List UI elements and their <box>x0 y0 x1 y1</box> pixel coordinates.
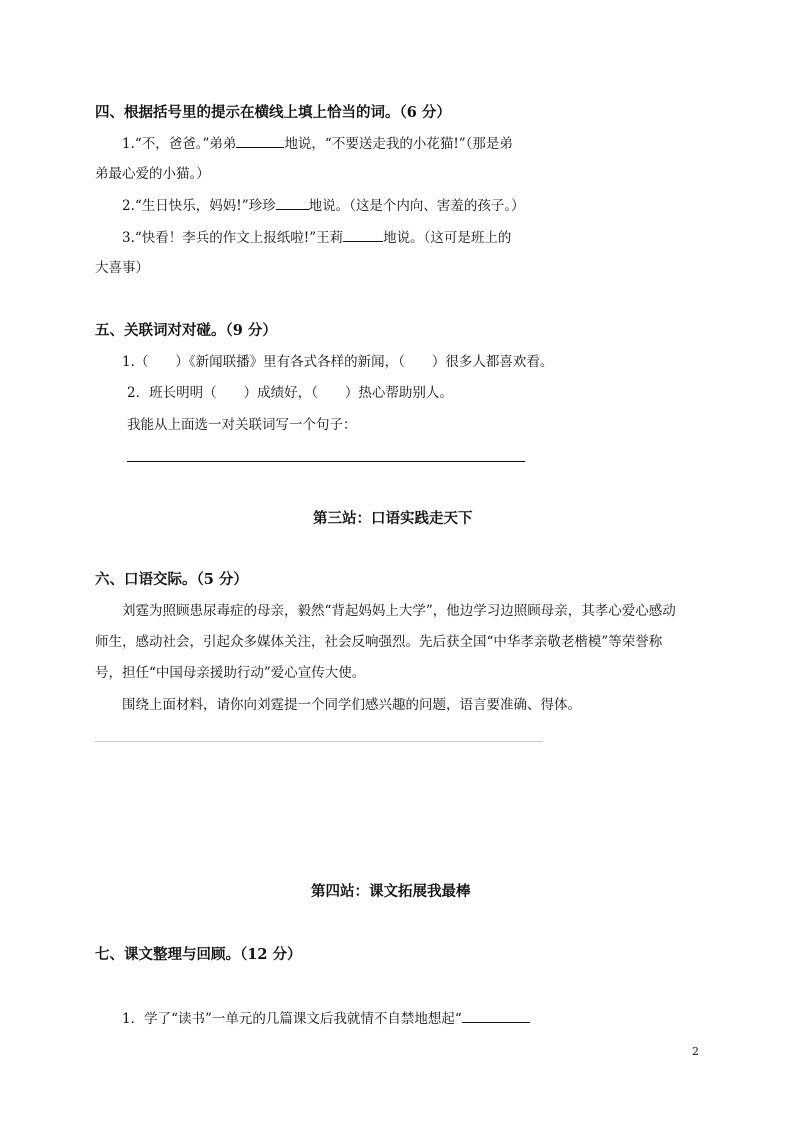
q4-item3-text-a: 3.“快看！李兵的作文上报纸啦!”王莉 <box>122 230 344 246</box>
q4-item1-text-a: 1.“不，爸爸。”弟弟 <box>122 136 237 152</box>
q4-item1-line2: 弟最心爱的小猫。） <box>95 166 210 182</box>
q4-item2-blank[interactable] <box>276 197 309 210</box>
q6-para-line3: 号，担任“中国母亲援助行动”爱心宣传大使。 <box>95 665 366 681</box>
q4-item3-text-b: 地说。（这可是班上的 <box>383 230 512 246</box>
q4-item2 <box>122 197 525 215</box>
q6-heading: 六、口语交际。（5 分） <box>95 571 248 588</box>
station4-title: 第四站：课文拓展我最棒 <box>311 883 471 900</box>
q4-item2-text-b: 地说。（这是个内向、害羞的孩子。） <box>308 198 525 214</box>
q5-item1: 1.（ ）《新闻联播》里有各式各样的新闻，（ ）很多人都喜欢看。 <box>122 354 554 370</box>
q4-item3-blank[interactable] <box>343 229 383 242</box>
q7-item1 <box>122 1010 530 1028</box>
q5-item2: 2．班长明明（ ）成绩好，（ ）热心帮助别人。 <box>127 385 453 401</box>
q5-prompt: 我能从上面选一对关联词写一个句子： <box>127 417 357 433</box>
q4-item3-line2: 大喜事） <box>95 260 149 276</box>
q4-item1-line1 <box>122 135 513 153</box>
station3-title: 第三站：口语实践走天下 <box>313 510 473 527</box>
q5-heading: 五、关联词对对碰。（9 分） <box>95 322 277 339</box>
page-number: 2 <box>692 1045 699 1058</box>
q4-item1-text-b: 地说，“不要送走我的小花猫!”（那是弟 <box>284 136 513 152</box>
q4-item2-text-a: 2.“生日快乐，妈妈!”珍珍 <box>122 198 276 214</box>
q6-para-line1: 刘霆为照顾患尿毒症的母亲，毅然“背起妈妈上大学”，他边学习边照顾母亲，其孝心爱心感动 <box>122 603 676 619</box>
q5-answer-line[interactable] <box>127 461 525 462</box>
q4-item1-blank[interactable] <box>236 135 284 148</box>
q7-heading: 七、课文整理与回顾。（12 分） <box>95 946 302 963</box>
q6-para-line2: 师生，感动社会，引起众多媒体关注，社会反响强烈。先后获全国“中华孝亲敬老楷模”等荣誉称 <box>95 634 663 650</box>
q7-item1-blank[interactable] <box>462 1010 530 1023</box>
q6-answer-line[interactable] <box>95 741 543 742</box>
q4-item3-line1 <box>122 229 511 247</box>
q6-prompt: 围绕上面材料，请你向刘霆提一个同学们感兴趣的问题，语言要准确、得体。 <box>122 697 581 713</box>
q4-heading: 四、根据括号里的提示在横线上填上恰当的词。（6 分） <box>95 104 451 121</box>
q7-item1-text: 1．学了“读书”一单元的几篇课文后我就情不自禁地想起“ <box>122 1011 462 1027</box>
